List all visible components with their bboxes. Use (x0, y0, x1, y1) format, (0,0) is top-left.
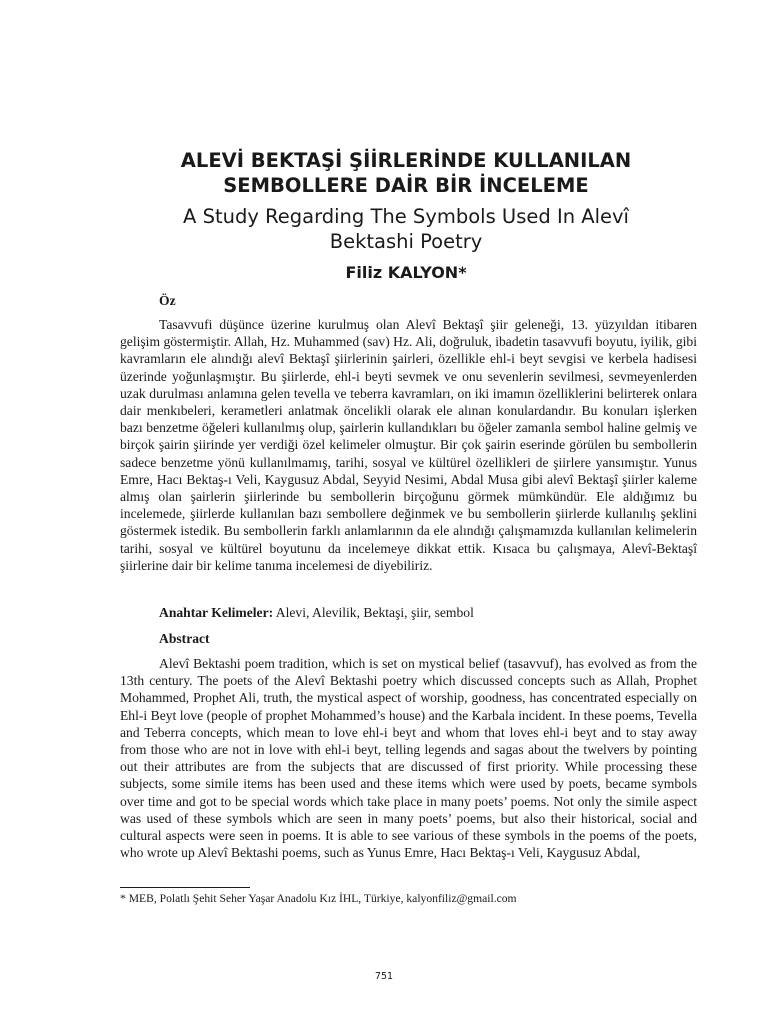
title-english-line-1: A Study Regarding The Symbols Used In Alevî (183, 205, 629, 228)
oz-abstract-text: Tasavvufi düşünce üzerine kurulmuş olan Alevî Bektaşî şiir geleneği, 13. yüzyıldan itibaren gelişim göstermiştir. Allah, Hz. Muhammed (sav) Hz. Ali, doğruluk, ibadetin tasavvufi boyutu, iyilik, gibi kavramların ele alındığı alevî Bektaşî şiirlerinin şairleri, özellikle ehl-i beyt sevgisi ve kerbela hadisesi üzerinde yoğunlaşmıştır. Bu şiirlerde, ehl-i beyti sevmek ve onu sevenlerin sevilmesi, sevmeyenlerden uzak durulması anlamına gelen tevella ve teberra kavramları, on iki imamın özelliklerini belirterek onlara dair menkıbeleri, kerametleri anlatmak öncelikli olarak ele alınan konulardandır. Bu konuları işlerken bazı benzetme öğeleri kullanılmış olup, şairlerin kullandıkları bu öğeler zamanla sembol haline gelmiş ve birçok şairin şiirinde yer verdiği özel kelimeler olmuştur. Bir çok şairin eserinde görülen bu sembollerin sadece benzetme yönü kullanılmamış, tarihi, sosyal ve kültürel özellikleri de şiirlere yansımıştır. Yunus Emre, Hacı Bektaş-ı Veli, Kaygusuz Abdal, Seyyid Nesimi, Abdal Musa gibi alevî Bektaşî şiirler kaleme almış olan şairlerin şiirlerinde bu sembollerin birçoğunu görmek mümkündür. Ele aldığımız bu incelemede, şiirlerde kullanılan bazı sembollere değinmek ve bu sembollerin şiirlerde kullanılış şeklini göstermek istedik. Bu sembollerin farklı anlamlarının da ele alındığı çalışmamızda kullanılan kelimelerin tarihi, sosyal ve kültürel boyutunu da incelemeye dikkat ettik. Kısaca bu çalışmaya, Alevî-Bektaşî şiirlerine dair bir kelime tanıma incelemesi de diyebiliriz. (120, 317, 697, 573)
footnote: * MEB, Polatlı Şehit Seher Yaşar Anadolu Kız İHL, Türkiye, kalyonfiliz@gmail.com (120, 892, 517, 905)
title-english (100, 204, 712, 254)
abstract-heading: Abstract (159, 631, 210, 646)
keywords-line (159, 604, 474, 621)
abstract-text: Alevî Bektashi poem tradition, which is set on mystical belief (tasavvuf), has evolved as from the 13th century. The poets of the Alevî Bektashi poetry which discussed concepts such as Allah, Prophet Mohammed, Prophet Ali, truth, the mystical aspect of worship, goodness, has concentrated especially on Ehl-i Beyt love (people of prophet Mohammed’s house) and the Karbala incident. In these poems, Tevella and Teberra concepts, which mean to love ehl-i beyt and whom that loves ehl-i beyt and to stay away from those who are not in love with ehl-i beyt, telling legends and sagas about the twelvers by pointing out their attributes are from the subjects that are discussed of first priority. While processing these subjects, some simile items has been used and these items which were used by poets, became symbols over time and got to be special words which take place in many poets’ poems. Not only the simile aspect was used of these symbols which are seen in many poets’ poems, but also their historical, social and cultural aspects were seen in poems. It is able to see various of these symbols in the poems of the poets, who wrote up Alevî Bektashi poems, such as Yunus Emre, Hacı Bektaş-ı Veli, Kaygusuz Abdal, (120, 656, 697, 861)
title-english-line-2: Bektashi Poetry (329, 230, 483, 253)
title-turkish (100, 148, 712, 198)
author-name: Filiz KALYON* (345, 263, 467, 282)
page-number: 751 (374, 971, 394, 982)
keywords-label: Anahtar Kelimeler: (159, 605, 274, 620)
title-turkish-line-1: ALEVİ BEKTAŞİ ŞİİRLERİNDE KULLANILAN (180, 149, 632, 172)
footnote-divider (120, 887, 250, 888)
title-turkish-line-2: SEMBOLLERE DAİR BİR İNCELEME (223, 174, 589, 197)
keywords-text: Alevi, Alevilik, Bektaşi, şiir, sembol (273, 605, 474, 620)
oz-heading: Öz (159, 293, 176, 308)
